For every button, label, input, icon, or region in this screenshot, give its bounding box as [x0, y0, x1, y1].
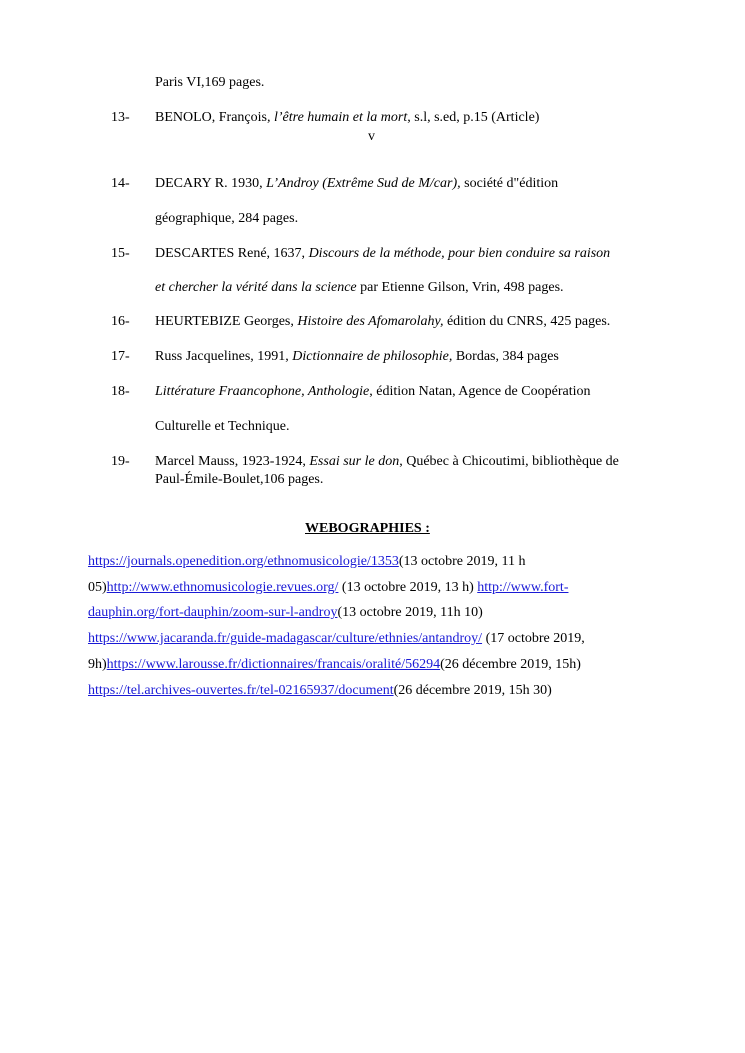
- bibliography-entry: HEURTEBIZE Georges, Histoire des Afomarolahy, édition du CNRS, 425 pages.: [155, 314, 611, 329]
- web-line: dauphin.org/fort-dauphin/zoom-sur-l-androy(13 octobre 2019, 11h 10): [88, 605, 483, 620]
- entry-number: 16-: [111, 314, 130, 329]
- web-link[interactable]: http://www.ethnomusicologie.revues.org/: [106, 580, 339, 595]
- web-line: 05)http://www.ethnomusicologie.revues.org/ (13 octobre 2019, 13 h) http://www.fort-: [88, 580, 569, 595]
- web-line: 9h)https://www.larousse.fr/dictionnaires/francais/oralité/56294(26 décembre 2019, 15h): [88, 657, 581, 672]
- web-line: https://www.jacaranda.fr/guide-madagascar/culture/ethnies/antandroy/ (17 octobre 2019,: [88, 631, 585, 646]
- bibliography-entry: Littérature Fraancophone, Anthologie, édition Natan, Agence de Coopération: [155, 384, 591, 399]
- entry-number: 13-: [111, 110, 130, 125]
- entry-number: 19-: [111, 454, 130, 469]
- entry-number: 15-: [111, 246, 130, 261]
- webographies-heading: WEBOGRAPHIES :: [305, 521, 430, 536]
- web-link[interactable]: https://tel.archives-ouvertes.fr/tel-02165937/document: [88, 683, 394, 698]
- bibliography-entry: DESCARTES René, 1637, Discours de la méthode, pour bien conduire sa raison: [155, 246, 611, 261]
- bibliography-entry-continuation: géographique, 284 pages.: [155, 211, 299, 226]
- web-link[interactable]: http://www.fort-: [477, 580, 569, 595]
- web-link[interactable]: https://www.larousse.fr/dictionnaires/francais/oralité/56294: [106, 657, 441, 672]
- web-line: https://tel.archives-ouvertes.fr/tel-02165937/document(26 décembre 2019, 15h 30): [88, 683, 552, 698]
- page-marker: v: [368, 129, 375, 144]
- entry-number: 17-: [111, 349, 130, 364]
- bibliography-entry: Russ Jacquelines, 1991, Dictionnaire de philosophie, Bordas, 384 pages: [155, 349, 559, 364]
- bibliography-entry: BENOLO, François, l’être humain et la mort, s.l, s.ed, p.15 (Article): [155, 110, 540, 125]
- entry-number: 14-: [111, 176, 130, 191]
- web-line: https://journals.openedition.org/ethnomusicologie/1353(13 octobre 2019, 11 h: [88, 554, 526, 569]
- entry-number: 18-: [111, 384, 130, 399]
- web-link[interactable]: https://journals.openedition.org/ethnomusicologie/1353: [88, 554, 399, 569]
- web-link[interactable]: dauphin.org/fort-dauphin/zoom-sur-l-androy: [88, 605, 338, 620]
- continuation-line: Paris VI,169 pages.: [155, 75, 265, 90]
- bibliography-entry-continuation: et chercher la vérité dans la science par Etienne Gilson, Vrin, 498 pages.: [155, 280, 564, 295]
- web-link[interactable]: https://www.jacaranda.fr/guide-madagascar/culture/ethnies/antandroy/: [88, 631, 483, 646]
- bibliography-entry: Marcel Mauss, 1923-1924, Essai sur le don, Québec à Chicoutimi, bibliothèque de: [155, 454, 619, 469]
- bibliography-entry-continuation: Culturelle et Technique.: [155, 419, 290, 434]
- bibliography-entry-continuation: Paul-Émile-Boulet,106 pages.: [155, 472, 324, 487]
- bibliography-entry: DECARY R. 1930, L’Androy (Extrême Sud de M/car), société d"édition: [155, 176, 559, 191]
